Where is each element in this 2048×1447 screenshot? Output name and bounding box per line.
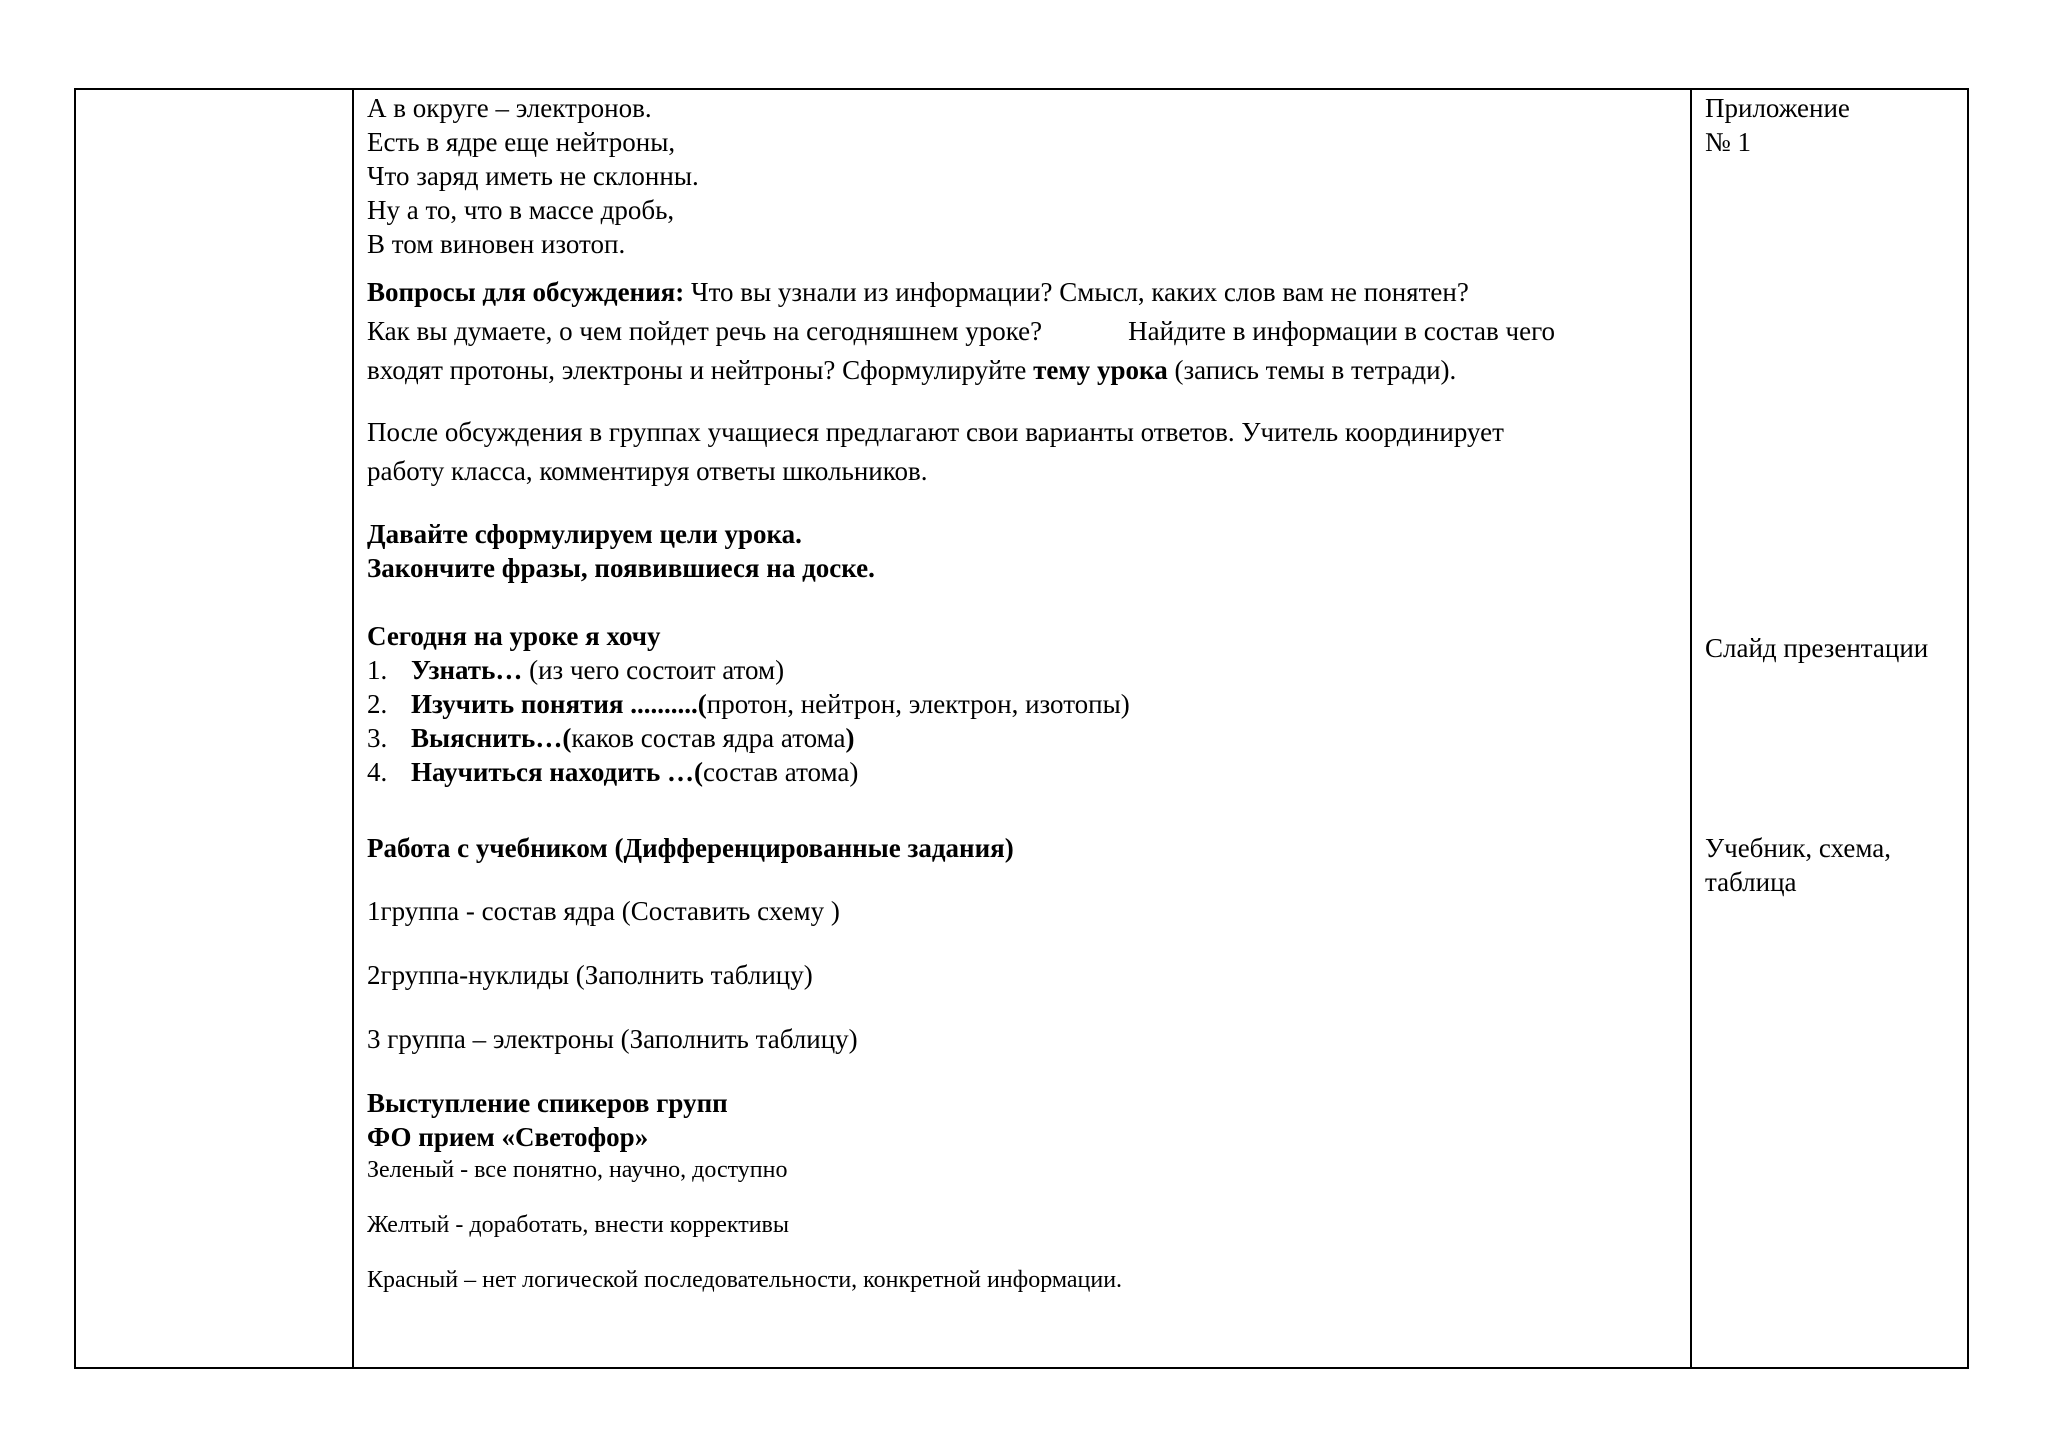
speakers-heading-text: Выступление спикеров групп — [367, 1088, 728, 1118]
discussion-questions — [367, 354, 1456, 387]
goal-verb: Научиться находить …( — [411, 757, 704, 787]
discussion-question: Что вы узнали из информации? Смысл, каких слов вам не понятен? — [684, 277, 1469, 307]
column-divider — [1690, 90, 1692, 1367]
poem-line: А в округе – электронов. — [367, 93, 652, 123]
poem-line: Ну а то, что в массе дробь, — [367, 195, 675, 225]
textbook-heading-text: Работа с учебником (Дифференцированные задания) — [367, 833, 1014, 863]
goal-text: (из чего состоит атом) — [522, 655, 785, 685]
speakers-heading — [367, 1087, 728, 1120]
goal-item — [367, 688, 1130, 721]
goal-verb: Изучить понятия ..........( — [411, 689, 707, 719]
goals-intro-text: Сегодня на уроке я хочу — [367, 621, 661, 651]
goals-heading-text: Давайте сформулируем цели урока. — [367, 519, 802, 549]
textbook-resource: Учебник, схема, — [1705, 833, 1892, 863]
traffic-light-method-text: ФО прием «Светофор» — [367, 1122, 649, 1152]
goals-intro — [367, 620, 661, 653]
resources-cell — [1705, 90, 1965, 1367]
goal-text: состав атома) — [703, 757, 859, 787]
goal-text: протон, нейтрон, электрон, изотопы) — [706, 689, 1130, 719]
appendix-label: Приложение — [1705, 93, 1850, 123]
goal-text: каков состав ядра атома — [571, 723, 846, 753]
goal-verb: Выяснить…( — [411, 723, 572, 753]
traffic-light-method — [367, 1121, 648, 1154]
discussion-question: входят протоны, электроны и нейтроны? Сформулируйте — [367, 355, 1034, 385]
goal-tail: ) — [845, 723, 855, 753]
discussion-question: (запись темы в тетради). — [1167, 355, 1457, 385]
slide-resource: Слайд презентации — [1705, 633, 1929, 663]
goals-heading — [367, 518, 802, 551]
discussion-label: Вопросы для обсуждения: — [367, 277, 685, 307]
goal-item — [367, 756, 858, 789]
lesson-plan-table — [74, 88, 1969, 1369]
after-discussion-text: После обсуждения в группах учащиеся предлагают свои варианты ответов. Учитель координирует — [367, 417, 1504, 447]
goal-number: 2. — [367, 689, 388, 719]
traffic-light-yellow: Желтый - доработать, внести коррективы — [367, 1212, 790, 1238]
goals-heading — [367, 552, 875, 585]
discussion-question: Как вы думаете, о чем пойдет речь на сегодняшнем уроке? — [367, 316, 1043, 346]
textbook-resource: таблица — [1705, 867, 1797, 897]
poem-line: Есть в ядре еще нейтроны, — [367, 127, 676, 157]
group-task: 1группа - состав ядра (Составить схему ) — [367, 896, 840, 926]
group-task: 2группа-нуклиды (Заполнить таблицу) — [367, 960, 813, 990]
goal-verb: Узнать… — [411, 655, 523, 685]
traffic-light-red: Красный – нет логической последовательности, конкретной информации. — [367, 1267, 1123, 1293]
goal-number: 1. — [367, 655, 388, 685]
traffic-light-green: Зеленый - все понятно, научно, доступно — [367, 1157, 788, 1183]
appendix-number: № 1 — [1705, 127, 1752, 157]
goal-item — [367, 722, 855, 755]
poem-line: Что заряд иметь не склонны. — [367, 161, 699, 191]
discussion-questions — [367, 276, 1469, 309]
goal-number: 4. — [367, 757, 388, 787]
group-task: 3 группа – электроны (Заполнить таблицу) — [367, 1024, 858, 1054]
after-discussion-text: работу класса, комментируя ответы школьников. — [367, 456, 928, 486]
column-divider — [352, 90, 354, 1367]
lesson-topic-label: тему урока — [1033, 355, 1168, 385]
discussion-questions — [367, 315, 1555, 348]
poem-line: В том виновен изотоп. — [367, 229, 626, 259]
lesson-content-cell — [367, 90, 1677, 1367]
textbook-heading — [367, 832, 1014, 865]
goals-heading-text: Закончите фразы, появившиеся на доске. — [367, 553, 875, 583]
discussion-question: Найдите в информации в состав чего — [1128, 316, 1555, 346]
goal-item — [367, 654, 784, 687]
goal-number: 3. — [367, 723, 388, 753]
